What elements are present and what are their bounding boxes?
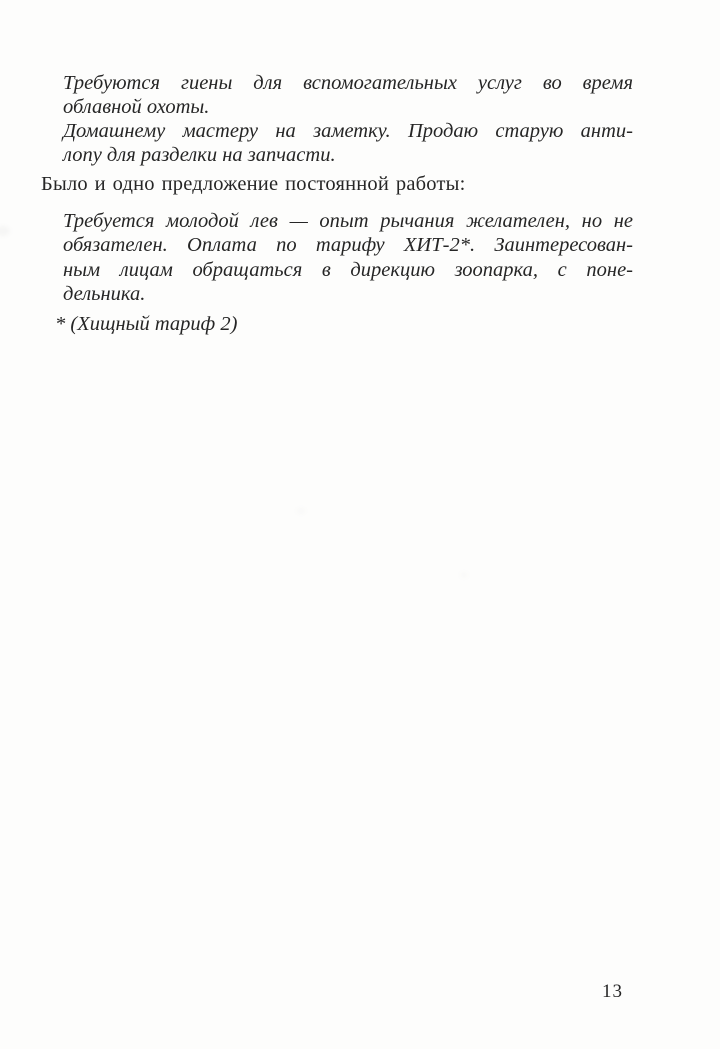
footnote: * (Хищный тариф 2): [55, 313, 238, 335]
ad-paragraph: [63, 72, 633, 120]
job-ad-line: Требуется молодой лев — опыт рычания желателен, но не: [63, 210, 633, 232]
job-ad-excerpt: [63, 209, 633, 306]
lead-in-text: Было и одно предложение постоянной работы:: [41, 173, 466, 195]
ad-line: Требуются гиены для вспомогательных услуг во время: [63, 72, 633, 94]
job-ad-line: дельника.: [63, 282, 146, 305]
ad-paragraph: [63, 120, 633, 168]
scan-smudge: [460, 572, 468, 578]
page-number: 13: [602, 981, 623, 1002]
ad-line: Домашнему мастеру на заметку. Продаю старую анти-: [63, 119, 633, 142]
ad-line: лопу для разделки на запчасти.: [63, 143, 336, 166]
scan-smudge: [0, 226, 10, 236]
job-ad-line: ным лицам обращаться в дирекцию зоопарка, с поне-: [63, 258, 633, 281]
ad-line: облавной охоты.: [63, 95, 210, 118]
job-ad-line: обязателен. Оплата по тарифу ХИТ-2*. Заинтересован-: [63, 234, 633, 257]
scan-smudge: [296, 508, 306, 514]
classified-ads-excerpt: [63, 72, 633, 168]
